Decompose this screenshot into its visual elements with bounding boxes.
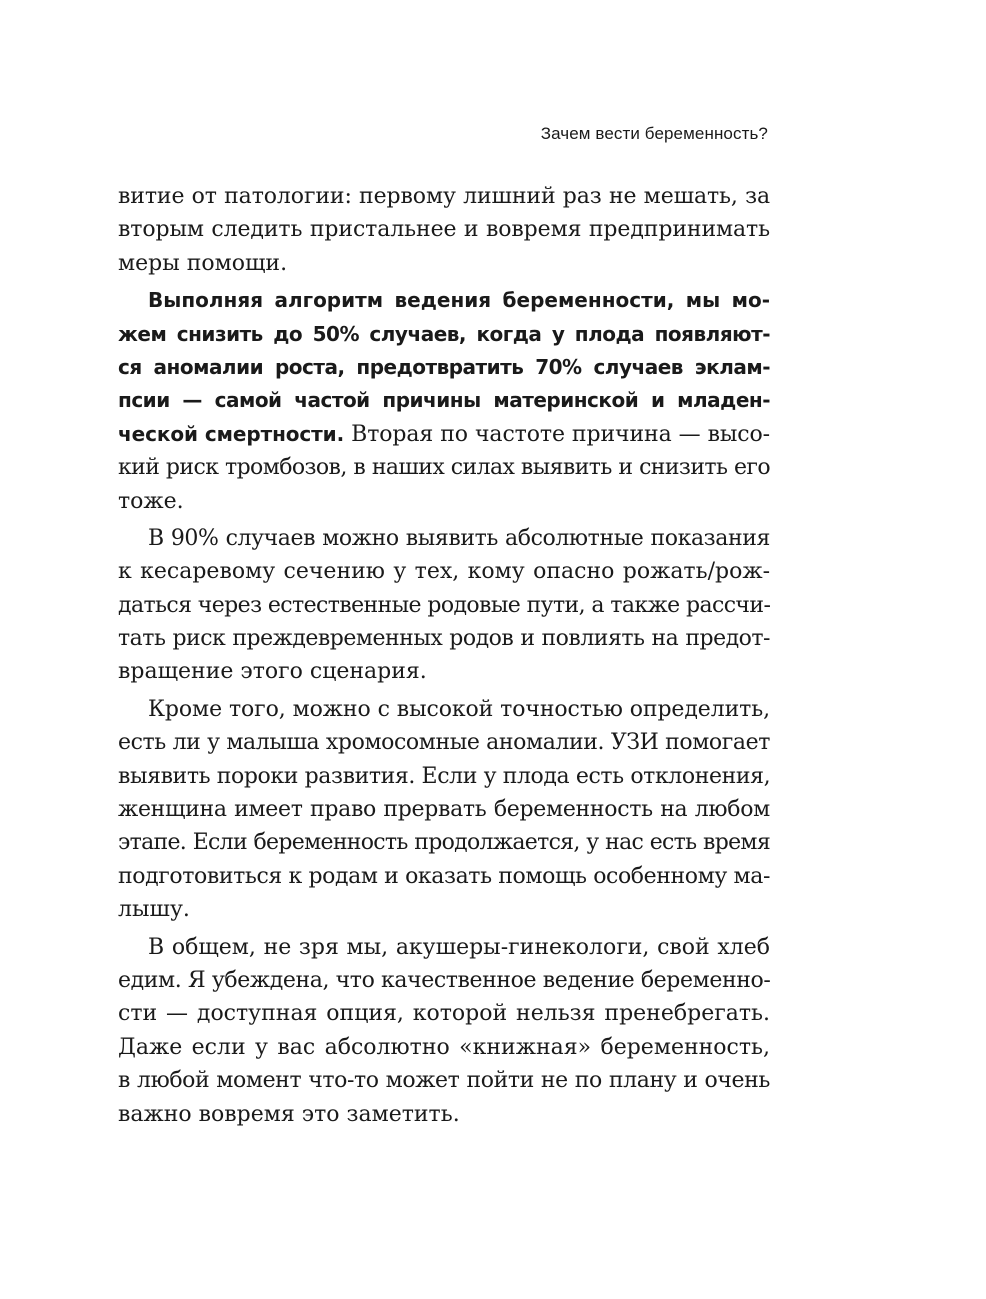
text-line: Кроме того, можно с высокой точностью определить,	[148, 696, 770, 722]
text-line: меры помощи.	[118, 250, 288, 276]
paragraph-2	[118, 284, 770, 518]
text-fragment: Вторая по частоте причина — высо-	[344, 421, 771, 447]
paragraph-1	[118, 180, 770, 280]
text-line: тоже.	[118, 488, 184, 514]
bold-text-fragment: ческой смертности.	[118, 421, 345, 446]
text-line: выявить пороки развития. Если у плода есть отклонения,	[118, 763, 771, 789]
text-line: подготовиться к родам и оказать помощь особенному ма-	[118, 863, 770, 889]
text-line: в любой момент что-то может пойти не по плану и очень	[118, 1068, 770, 1094]
paragraph-5	[118, 931, 770, 1131]
running-header: Зачем вести беременность?	[540, 124, 768, 143]
text-line: есть ли у малыша хромосомные аномалии. УЗИ помогает	[118, 730, 770, 756]
bold-text-line: псии — самой частой причины материнской и младен-	[118, 388, 770, 413]
text-line: В 90% случаев можно выявить абсолютные показания	[148, 525, 770, 551]
text-line: этапе. Если беременность продолжается, у нас есть время	[118, 830, 770, 856]
text-line: вращение этого сценария.	[118, 659, 427, 685]
text-line: витие от патологии: первому лишний раз не мешать, за	[118, 184, 770, 209]
page-body	[118, 180, 770, 1131]
text-line: вторым следить пристальнее и вовремя предпринимать	[118, 217, 770, 243]
text-line: едим. Я убеждена, что качественное ведение беременно-	[118, 967, 771, 993]
text-line: тать риск преждевременных родов и повлиять на предот-	[118, 626, 770, 652]
text-line: женщина имеет право прервать беременность на любом	[118, 797, 770, 823]
text-line: важно вовремя это заметить.	[118, 1101, 460, 1127]
text-line: Даже если у вас абсолютно «книжная» беременность,	[118, 1034, 770, 1060]
bold-text-line: ся аномалии роста, предотвратить 70% случаев эклам-	[118, 354, 770, 379]
text-line: В общем, не зря мы, акушеры-гинекологи, свой хлеб	[148, 934, 770, 960]
text-line: кий риск тромбозов, в наших силах выявить и снизить его	[118, 455, 770, 481]
text-line: даться через естественные родовые пути, а также рассчи-	[118, 592, 771, 618]
text-line: лышу.	[118, 897, 190, 923]
paragraph-4	[118, 693, 770, 927]
bold-text-line: жем снизить до 50% случаев, когда у плода появляют-	[118, 321, 770, 346]
paragraph-3	[118, 522, 770, 689]
text-line: сти — доступная опция, которой нельзя пренебрегать.	[118, 1001, 770, 1027]
bold-text-line: Выполняя алгоритм ведения беременности, мы мо-	[148, 288, 770, 313]
text-line	[118, 418, 770, 451]
text-line: к кесаревому сечению у тех, кому опасно рожать/рож-	[118, 559, 770, 585]
